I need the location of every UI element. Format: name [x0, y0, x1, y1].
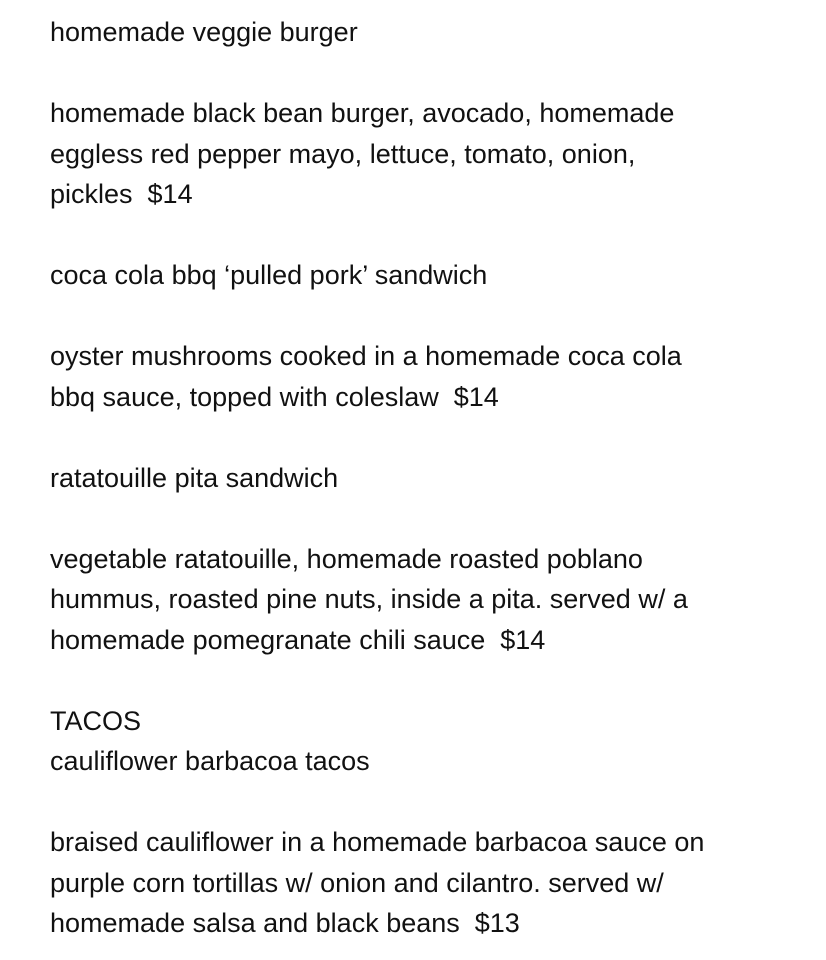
item-description-line: homemade black bean burger, avocado, homemade	[50, 98, 675, 128]
spacer	[50, 498, 810, 539]
spacer	[50, 417, 810, 458]
item-description-line: vegetable ratatouille, homemade roasted poblano	[50, 543, 643, 574]
spacer	[50, 660, 810, 701]
item-title-pulled-pork-sandwich: coca cola bbq ‘pulled pork’ sandwich	[50, 260, 488, 290]
item-description-line: braised cauliflower in a homemade barbacoa sauce on	[50, 827, 705, 857]
item-description-line: hummus, roasted pine nuts, inside a pita. served w/ a	[50, 584, 688, 614]
item-description-line: oyster mushrooms cooked in a homemade coca cola	[50, 341, 682, 371]
item-description-line: bbq sauce, topped with coleslaw $14	[50, 381, 499, 412]
spacer	[50, 53, 810, 94]
item-title-ratatouille-pita: ratatouille pita sandwich	[50, 462, 339, 493]
spacer	[50, 296, 810, 337]
item-description-line: homemade pomegranate chili sauce $14	[50, 624, 546, 655]
item-title-barbacoa-tacos: cauliflower barbacoa tacos	[50, 746, 370, 776]
item-description-line: pickles $14	[50, 179, 193, 209]
item-description-line: homemade salsa and black beans $13	[50, 908, 520, 938]
spacer	[50, 215, 810, 256]
item-description-line: eggless red pepper mayo, lettuce, tomato, onion,	[50, 138, 636, 169]
section-heading-tacos: TACOS	[50, 705, 142, 736]
item-description-line: purple corn tortillas w/ onion and cilantro. served w/	[50, 867, 664, 898]
spacer	[50, 782, 810, 823]
menu-text	[50, 12, 810, 944]
item-title-veggie-burger: homemade veggie burger	[50, 17, 358, 47]
